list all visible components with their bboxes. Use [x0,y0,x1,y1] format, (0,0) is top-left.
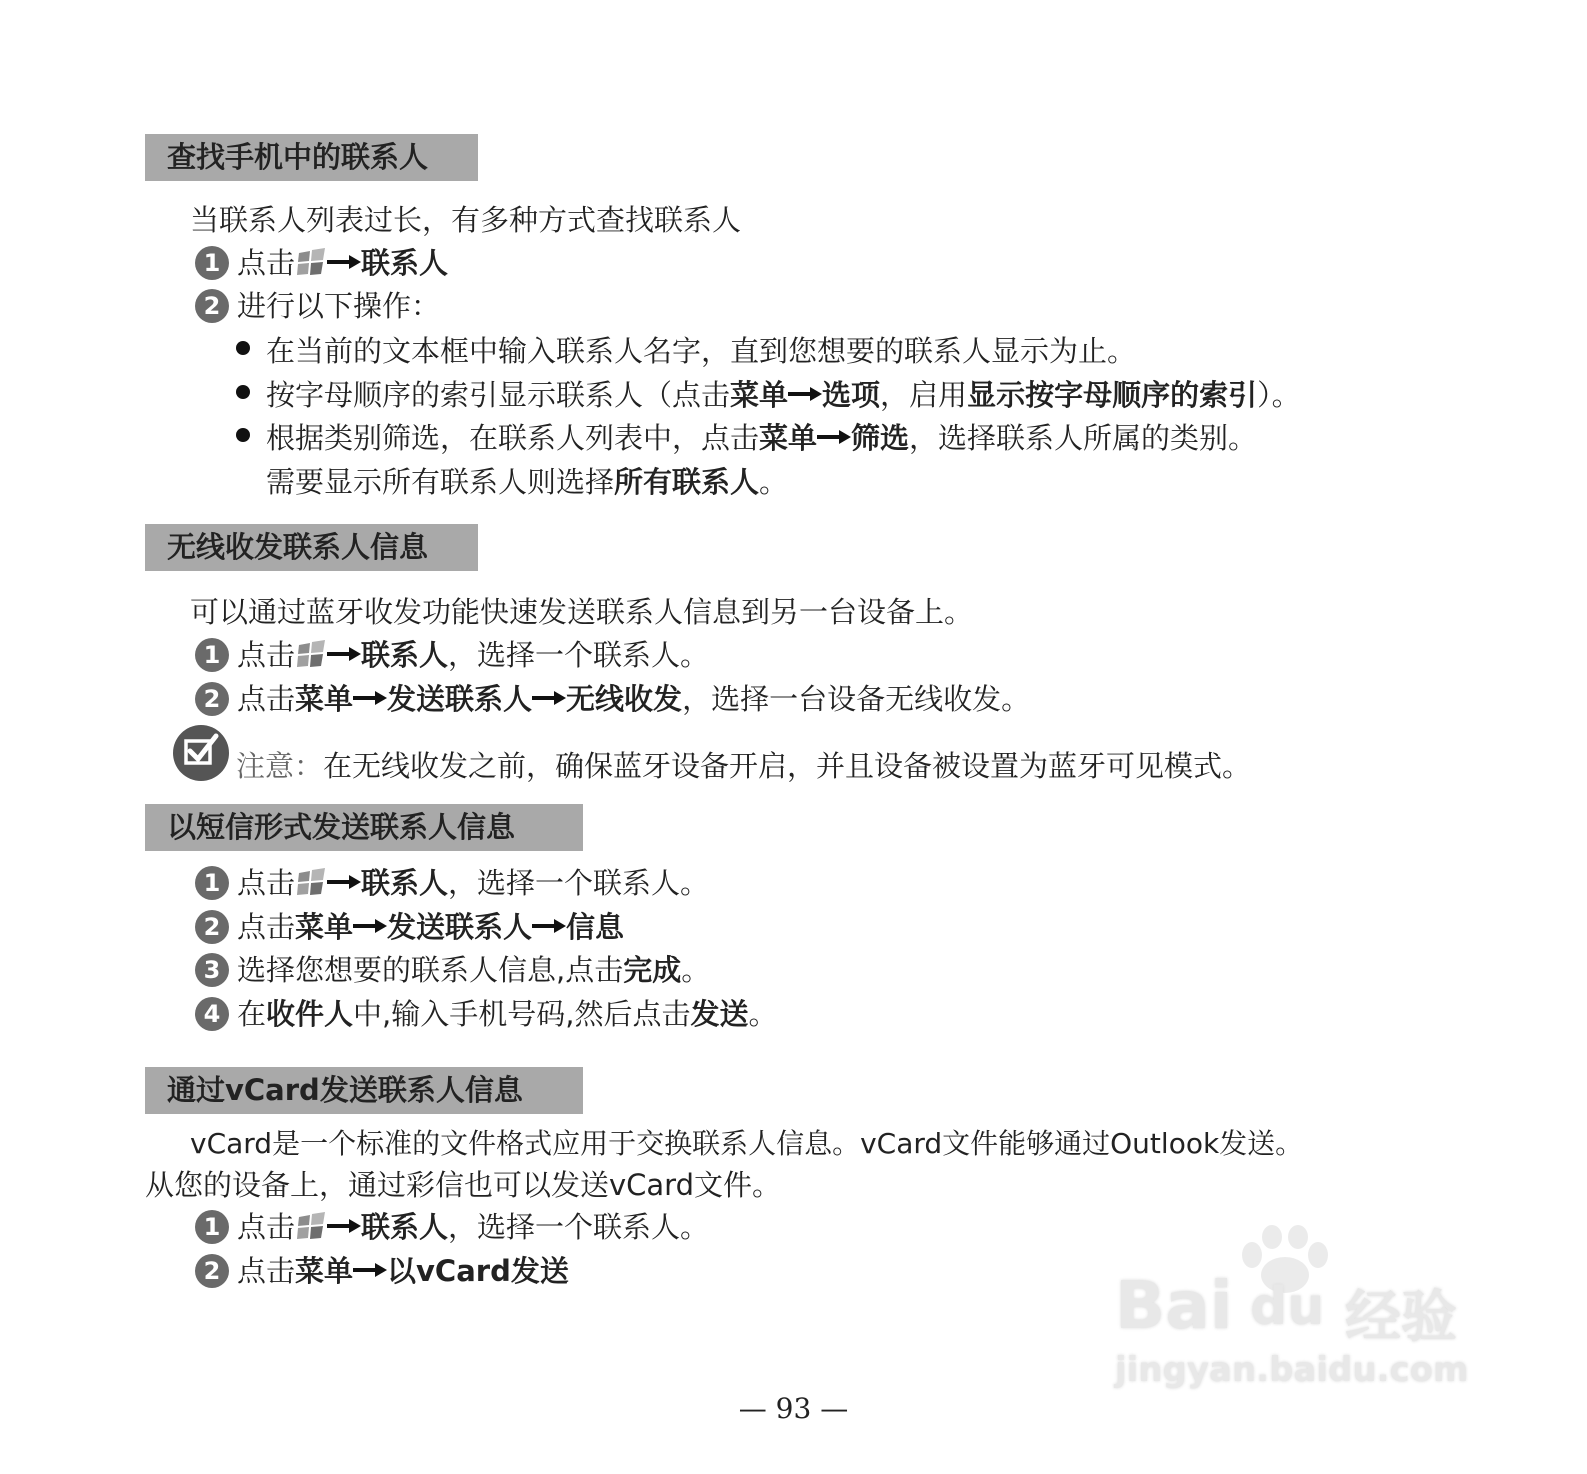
arrow-right-icon [353,919,387,933]
bullet-icon [236,385,250,399]
section-title: 通过vCard发送联系人信息 [167,1073,523,1107]
arrow-right-icon [353,691,387,705]
arrow-right-icon [353,1263,387,1277]
arrow-right-icon [327,1219,361,1233]
section-header-beam-contacts [145,524,478,571]
arrow-right-icon [532,691,566,705]
step-2: 2 点击菜单 以vCard发送 [195,1251,569,1291]
checkbox-note-icon [172,724,230,782]
step-number: 1 [195,638,229,672]
watermark-suffix: 经验 [1345,1285,1457,1350]
step-number: 1 [195,866,229,900]
step-number: 1 [195,246,229,280]
bullet-icon [236,341,250,355]
step-number: 2 [195,1254,229,1288]
note-label: 注意： [236,749,324,783]
windows-start-icon [295,639,327,669]
arrow-right-icon [817,430,851,444]
arrow-right-icon [532,919,566,933]
section-header-vcard-contacts [145,1067,583,1114]
intro-text: 可以通过蓝牙收发功能快速发送联系人信息到另一台设备上。 [190,595,974,629]
intro-text-continued: 从您的设备上，通过彩信也可以发送vCard文件。 [145,1168,782,1202]
section-title: 查找手机中的联系人 [167,140,429,174]
step-1: 1 点击 联系人，选择一个联系人。 [195,1207,709,1247]
windows-start-icon [295,1211,327,1241]
step-number: 1 [195,1210,229,1244]
step-1: 1 点击 联系人，选择一个联系人。 [195,635,709,675]
step-number: 2 [195,910,229,944]
bullet-item: 根据类别筛选，在联系人列表中，点击菜单 筛选，选择联系人所属的类别。 [236,418,1257,458]
note: 注意：在无线收发之前，确保蓝牙设备开启，并且设备被设置为蓝牙可见模式。 [236,749,1252,783]
windows-start-icon [295,247,327,277]
section-header-find-contacts [145,134,478,181]
baidu-watermark [1110,1225,1480,1395]
page-number: — 93 — [738,1392,849,1425]
step-1: 1 点击 联系人，选择一个联系人。 [195,863,709,903]
step-number: 3 [195,953,229,987]
watermark-paw-text: du [1250,1277,1325,1337]
watermark-url: jingyan.baidu.com [1115,1350,1469,1390]
bullet-continuation: 需要显示所有联系人则选择所有联系人。 [266,465,789,499]
bullet-icon [236,428,250,442]
step-3: 3 选择您想要的联系人信息,点击完成。 [195,950,710,990]
windows-start-icon [295,867,327,897]
step-2: 2 点击菜单 发送联系人 无线收发，选择一台设备无线收发。 [195,679,1030,719]
bullet-item: 在当前的文本框中输入联系人名字，直到您想要的联系人显示为止。 [236,331,1136,371]
step-number: 4 [195,997,229,1031]
intro-text: vCard是一个标准的文件格式应用于交换联系人信息。vCard文件能够通过Outlook发送。 [190,1127,1304,1160]
arrow-right-icon [788,387,822,401]
step-4: 4 在收件人中,输入手机号码,然后点击发送。 [195,994,778,1034]
arrow-right-icon [327,875,361,889]
step-2: 2 点击菜单 发送联系人 信息 [195,907,624,947]
step-2: 2 进行以下操作： [195,286,440,326]
watermark-brand: Bai [1115,1267,1233,1344]
section-title: 以短信形式发送联系人信息 [167,810,516,844]
intro-text: 当联系人列表过长，有多种方式查找联系人 [190,203,742,237]
step-1: 1 点击 联系人 [195,243,448,283]
section-header-sms-contacts [145,804,583,851]
arrow-right-icon [327,255,361,269]
step-number: 2 [195,682,229,716]
step-number: 2 [195,289,229,323]
bullet-item: 按字母顺序的索引显示联系人（点击菜单 选项，启用显示按字母顺序的索引）。 [236,375,1301,415]
section-title: 无线收发联系人信息 [167,530,429,564]
arrow-right-icon [327,647,361,661]
